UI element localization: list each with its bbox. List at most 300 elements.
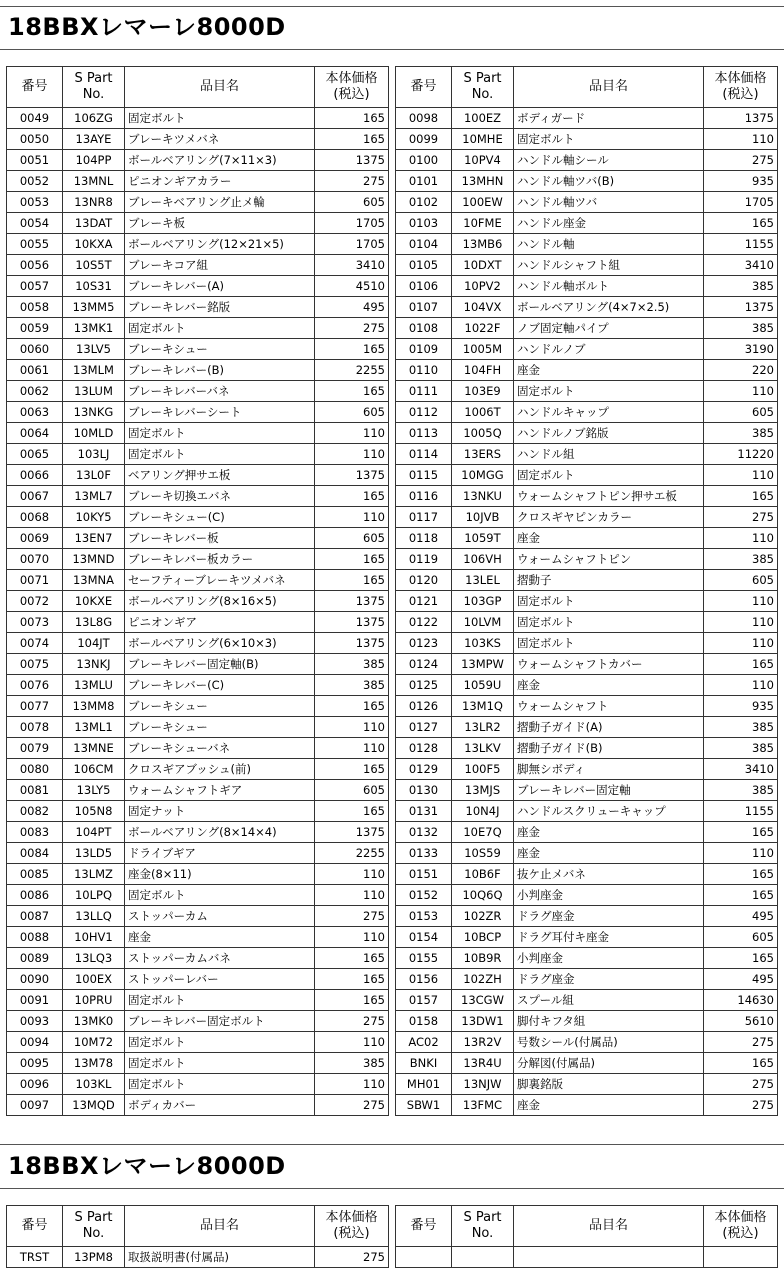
table-row [7,318,389,339]
cell-no: 0073 [7,612,63,633]
cell-price: 495 [704,969,778,990]
cell-part-no: 13MHN [452,171,514,192]
cell-price: 165 [704,822,778,843]
cell-part-no: 13PM8 [63,1247,125,1268]
table-row [396,318,778,339]
cell-price: 1375 [704,297,778,318]
cell-name: ブレーキレバー固定軸 [514,780,704,801]
table-row [7,696,389,717]
table-row [396,486,778,507]
cell-name: 固定ボルト [125,990,315,1011]
cell-price: 165 [315,549,389,570]
cell-price: 110 [704,843,778,864]
header-part-no [452,1206,514,1247]
cell-price: 2255 [315,360,389,381]
cell-part-no: 13DW1 [452,1011,514,1032]
table-row [396,633,778,654]
cell-name: ブレーキシュー [125,696,315,717]
cell-name: ブレーキレバー(B) [125,360,315,381]
table-row [7,759,389,780]
cell-no: 0064 [7,423,63,444]
table-row [396,843,778,864]
cell-no: 0106 [396,276,452,297]
cell-no: 0068 [7,507,63,528]
table-row [7,255,389,276]
table-row [396,213,778,234]
cell-price: 385 [704,318,778,339]
table-row [396,654,778,675]
header-row [7,67,389,108]
cell-part-no: 1006T [452,402,514,423]
cell-part-no: 10S31 [63,276,125,297]
table-row [7,129,389,150]
cell-name: 固定ボルト [514,381,704,402]
cell-name: 固定ボルト [125,423,315,444]
table-row [396,612,778,633]
table-row [396,108,778,129]
cell-part-no: 10S59 [452,843,514,864]
cell-part-no: 100EW [452,192,514,213]
cell-no: 0076 [7,675,63,696]
cell-part-no: 10PV2 [452,276,514,297]
cell-part-no: 104PT [63,822,125,843]
cell-no: 0070 [7,549,63,570]
cell-part-no: 13LEL [452,570,514,591]
cell-name: ボールベアリング(6×10×3) [125,633,315,654]
cell-name: ブレーキ板 [125,213,315,234]
cell-no: 0071 [7,570,63,591]
cell-name: ボールベアリング(8×14×4) [125,822,315,843]
cell-name: 号数シール(付属品) [514,1032,704,1053]
header-part-line2: No. [471,87,494,102]
table-row [7,864,389,885]
header-part-line2: No. [471,1226,494,1241]
cell-no: 0057 [7,276,63,297]
cell-no: 0126 [396,696,452,717]
header-price-line1: 本体価格 [325,71,378,86]
table-row [7,885,389,906]
cell-no [396,1247,452,1268]
cell-price: 165 [315,339,389,360]
cell-name: ボールベアリング(12×21×5) [125,234,315,255]
cell-name: ブレーキシュー [125,339,315,360]
cell-price: 165 [315,570,389,591]
cell-name: ブレーキシューバネ [125,738,315,759]
cell-name: 座金 [125,927,315,948]
cell-part-no: 10FME [452,213,514,234]
table-row [7,192,389,213]
table-row [396,192,778,213]
cell-part-no: 13R4U [452,1053,514,1074]
table-row [7,969,389,990]
cell-part-no: 13MM8 [63,696,125,717]
cell-no: 0154 [396,927,452,948]
table-row [7,822,389,843]
header-row [396,1206,778,1247]
cell-no: 0093 [7,1011,63,1032]
cell-part-no: 13MLM [63,360,125,381]
cell-price: 5610 [704,1011,778,1032]
header-price [315,1206,389,1247]
table-row [396,507,778,528]
cell-name: 脚付キフタ組 [514,1011,704,1032]
cell-price: 385 [315,675,389,696]
cell-part-no: 103LJ [63,444,125,465]
cell-name: ウォームシャフトギア [125,780,315,801]
cell-part-no: 1005M [452,339,514,360]
cell-name: 固定ボルト [125,318,315,339]
table-row [7,948,389,969]
cell-no: 0052 [7,171,63,192]
cell-price [704,1247,778,1268]
table-row [7,927,389,948]
cell-name: ブレーキコア組 [125,255,315,276]
cell-part-no: 13LY5 [63,780,125,801]
cell-no: 0050 [7,129,63,150]
parts-table-right [395,66,778,1116]
cell-no: 0060 [7,339,63,360]
cell-price: 110 [315,507,389,528]
cell-name: ハンドル座金 [514,213,704,234]
cell-name: ハンドルノブ銘版 [514,423,704,444]
cell-no: 0066 [7,465,63,486]
header-price [315,67,389,108]
cell-price: 1375 [315,612,389,633]
cell-name: ボディガード [514,108,704,129]
header-part-line2: No. [82,87,105,102]
cell-no: 0111 [396,381,452,402]
cell-part-no: 13LKV [452,738,514,759]
table-row [7,906,389,927]
header-price-line1: 本体価格 [714,1210,767,1225]
cell-price: 935 [704,171,778,192]
cell-name: 固定ボルト [125,1053,315,1074]
table-row [396,444,778,465]
cell-price: 1375 [315,150,389,171]
cell-part-no: 13MQD [63,1095,125,1116]
table-row [7,234,389,255]
table-row [396,234,778,255]
cell-name: 固定ナット [125,801,315,822]
table-row [396,1247,778,1268]
cell-name: ブレーキレバー固定ボルト [125,1011,315,1032]
cell-price: 275 [704,507,778,528]
cell-name: 摺動子ガイド(B) [514,738,704,759]
cell-no: AC02 [396,1032,452,1053]
header-part-no [63,1206,125,1247]
cell-part-no: 10MHE [452,129,514,150]
cell-part-no: 103KS [452,633,514,654]
header-price-line1: 本体価格 [714,71,767,86]
cell-no: 0082 [7,801,63,822]
cell-part-no: 13LD5 [63,843,125,864]
cell-price: 220 [704,360,778,381]
cell-name: ウォームシャフトカバー [514,654,704,675]
cell-no: 0083 [7,822,63,843]
cell-price: 275 [704,1074,778,1095]
cell-no: 0086 [7,885,63,906]
cell-no: 0105 [396,255,452,276]
cell-price: 110 [315,444,389,465]
header-price-line2: (税込) [333,1226,370,1241]
table-row [7,738,389,759]
cell-price: 165 [704,213,778,234]
table-row [396,822,778,843]
table-row [7,1074,389,1095]
table-row [7,990,389,1011]
cell-part-no: 13ERS [452,444,514,465]
table-row [396,381,778,402]
cell-price: 165 [315,129,389,150]
table-row [396,801,778,822]
cell-name: 小判座金 [514,948,704,969]
cell-price: 3410 [704,255,778,276]
cell-name: 固定ボルト [125,885,315,906]
cell-price: 605 [315,192,389,213]
cell-price: 605 [704,927,778,948]
cell-no: 0158 [396,1011,452,1032]
cell-part-no: 13LMZ [63,864,125,885]
table-row [396,864,778,885]
parts-table-left [6,66,389,1116]
cell-price: 1375 [315,591,389,612]
table-row [7,171,389,192]
cell-no: 0059 [7,318,63,339]
cell-part-no: 13DAT [63,213,125,234]
cell-no: 0112 [396,402,452,423]
table-row [7,843,389,864]
cell-no: 0104 [396,234,452,255]
cell-price: 605 [704,402,778,423]
cell-no: 0080 [7,759,63,780]
table-row [396,528,778,549]
cell-price: 165 [315,696,389,717]
cell-price: 1705 [315,213,389,234]
cell-price: 165 [315,759,389,780]
table-row [396,297,778,318]
cell-price: 385 [315,1053,389,1074]
cell-part-no: 10MGG [452,465,514,486]
cell-name: 座金 [514,1095,704,1116]
table-row [7,570,389,591]
cell-no: 0100 [396,150,452,171]
cell-no: TRST [7,1247,63,1268]
table-row [396,255,778,276]
cell-part-no: 10BCP [452,927,514,948]
cell-name: ウォームシャフトピン [514,549,704,570]
cell-price: 110 [315,423,389,444]
table-row [396,906,778,927]
cell-part-no: 103KL [63,1074,125,1095]
cell-price: 165 [315,990,389,1011]
title-rule [0,49,784,50]
cell-price: 110 [315,885,389,906]
cell-part-no: 13FMC [452,1095,514,1116]
header-no: 番号 [396,1206,452,1247]
cell-name: ドラグ座金 [514,906,704,927]
cell-name: ブレーキレバー固定軸(B) [125,654,315,675]
cell-part-no: 13NKG [63,402,125,423]
table-row [7,717,389,738]
header-name: 品目名 [125,1206,315,1247]
cell-part-no: 10HV1 [63,927,125,948]
cell-no: 0109 [396,339,452,360]
cell-part-no: 13ML7 [63,486,125,507]
header-name: 品目名 [514,67,704,108]
cell-part-no: 13L0F [63,465,125,486]
table-row [7,423,389,444]
cell-part-no: 13LV5 [63,339,125,360]
cell-part-no: 100EZ [452,108,514,129]
cell-price: 110 [315,864,389,885]
header-part-no [63,67,125,108]
cell-no: 0065 [7,444,63,465]
cell-price: 275 [704,1032,778,1053]
table-row [396,696,778,717]
cell-name: 固定ボルト [125,108,315,129]
table-row [396,129,778,150]
cell-part-no: 10Q6Q [452,885,514,906]
header-part-line1: S Part [463,1210,502,1225]
cell-name: 脚無シボディ [514,759,704,780]
table-row [7,150,389,171]
cell-price: 1375 [315,822,389,843]
cell-no: 0123 [396,633,452,654]
cell-name: ピニオンギアカラー [125,171,315,192]
cell-part-no: 13MJS [452,780,514,801]
cell-no: 0124 [396,654,452,675]
cell-name: 分解図(付属品) [514,1053,704,1074]
header-price-line2: (税込) [722,1226,759,1241]
cell-price: 2255 [315,843,389,864]
cell-name: 小判座金 [514,885,704,906]
table-row [7,1053,389,1074]
cell-part-no: 13LR2 [452,717,514,738]
cell-no: 0113 [396,423,452,444]
cell-name: ブレーキシュー(C) [125,507,315,528]
cell-no: 0090 [7,969,63,990]
cell-name: 固定ボルト [125,444,315,465]
cell-price: 110 [704,675,778,696]
cell-name: ドラグ耳付キ座金 [514,927,704,948]
cell-no: 0153 [396,906,452,927]
cell-name: ドライブギア [125,843,315,864]
cell-name: ウォームシャフト [514,696,704,717]
cell-no: 0114 [396,444,452,465]
cell-name: ドラグ座金 [514,969,704,990]
cell-part-no: 10KXE [63,591,125,612]
cell-price: 165 [704,1053,778,1074]
cell-name: ハンドル軸ツバ [514,192,704,213]
cell-no: 0132 [396,822,452,843]
cell-part-no: 105N8 [63,801,125,822]
table-row [396,339,778,360]
table-row [7,360,389,381]
table-row [7,801,389,822]
cell-no: 0056 [7,255,63,276]
cell-name: ハンドルシャフト組 [514,255,704,276]
cell-name: ブレーキレバー板 [125,528,315,549]
cell-price: 110 [315,717,389,738]
cell-part-no: 10M72 [63,1032,125,1053]
cell-price: 1155 [704,234,778,255]
cell-price: 605 [315,528,389,549]
cell-part-no: 10KY5 [63,507,125,528]
cell-part-no: 10DXT [452,255,514,276]
cell-price: 1375 [315,465,389,486]
cell-part-no: 13MND [63,549,125,570]
cell-part-no: 1022F [452,318,514,339]
table-row [7,1011,389,1032]
cell-part-no: 10E7Q [452,822,514,843]
cell-no: 0099 [396,129,452,150]
table-row [396,927,778,948]
cell-price: 165 [315,381,389,402]
cell-price: 385 [315,654,389,675]
table-row [7,486,389,507]
cell-name: ブレーキ切換エバネ [125,486,315,507]
header-price [704,67,778,108]
table-row [396,969,778,990]
cell-part-no: 13MLU [63,675,125,696]
cell-price: 605 [315,780,389,801]
cell-no: SBW1 [396,1095,452,1116]
cell-name: ストッパーカム [125,906,315,927]
cell-no: 0075 [7,654,63,675]
cell-part-no: 102ZH [452,969,514,990]
table-row [7,528,389,549]
cell-price: 1375 [704,108,778,129]
cell-price: 275 [315,1095,389,1116]
cell-part-no: 10S5T [63,255,125,276]
header-part-line2: No. [82,1226,105,1241]
cell-no: 0155 [396,948,452,969]
cell-price: 385 [704,717,778,738]
cell-price: 110 [315,738,389,759]
cell-part-no: 10B6F [452,864,514,885]
table-row [7,444,389,465]
table-row [396,738,778,759]
cell-name: ボールベアリング(8×16×5) [125,591,315,612]
cell-no: 0107 [396,297,452,318]
cell-price: 385 [704,423,778,444]
header-part-line1: S Part [74,71,113,86]
table-row [7,108,389,129]
cell-price: 495 [315,297,389,318]
cell-price: 14630 [704,990,778,1011]
cell-no: 0101 [396,171,452,192]
cell-name: 座金 [514,528,704,549]
cell-part-no: 103E9 [452,381,514,402]
page-title: 18BBXレマーレ8000D [8,13,286,41]
cell-name: 摺動子ガイド(A) [514,717,704,738]
cell-no: 0122 [396,612,452,633]
cell-name: ブレーキレバー(A) [125,276,315,297]
cell-price: 3190 [704,339,778,360]
cell-part-no: 104VX [452,297,514,318]
cell-price: 385 [704,549,778,570]
cell-price: 275 [315,1247,389,1268]
cell-price: 275 [315,318,389,339]
cell-name: ストッパーレバー [125,969,315,990]
section2-title: 18BBXレマーレ8000D [8,1152,286,1180]
cell-part-no: 13MNA [63,570,125,591]
cell-no: 0131 [396,801,452,822]
cell-name: ハンドルキャップ [514,402,704,423]
table-row [7,276,389,297]
cell-part-no: 10JVB [452,507,514,528]
cell-part-no: 103GP [452,591,514,612]
